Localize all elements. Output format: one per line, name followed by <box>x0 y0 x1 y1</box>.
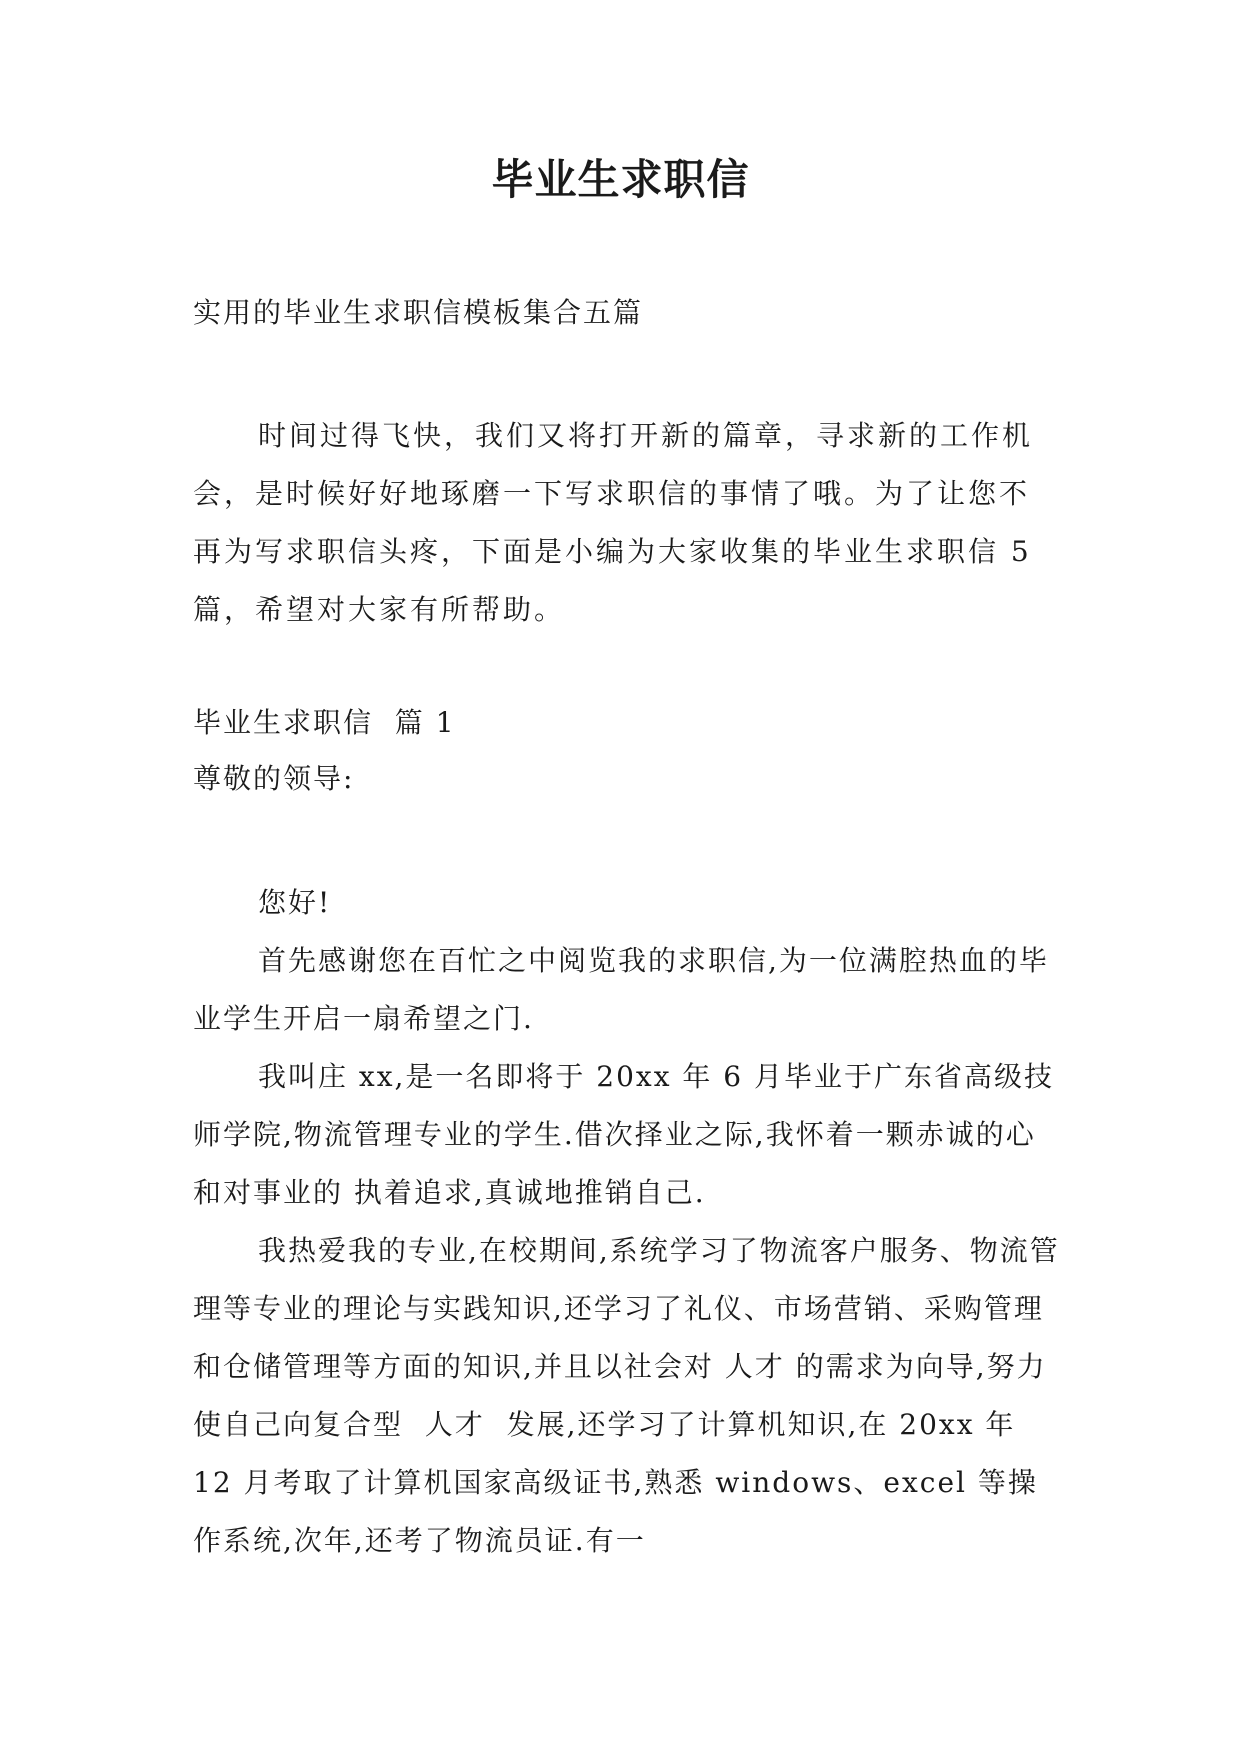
document-title: 毕业生求职信 <box>491 155 750 204</box>
body-paragraph: 首先感谢您在百忙之中阅览我的求职信,为一位满腔热血的毕业学生开启一扇希望之门. <box>193 944 1049 1035</box>
salutation: 尊敬的领导: <box>193 762 355 795</box>
body-paragraph: 我叫庄 xx,是一名即将于 20xx 年 6 月毕业于广东省高级技师学院,物流管理专业的学生.借次择业之际,我怀着一颗赤诚的心和对事业的 执着追求,真诚地推销自己. <box>193 1060 1055 1209</box>
intro-paragraph: 时间过得飞快，我们又将打开新的篇章，寻求新的工作机会，是时候好好地琢磨一下写求职信的事情了哦。为了让您不再为写求职信头疼，下面是小编为大家收集的毕业生求职信 5 篇，希望对大家有所帮助。 <box>193 419 1034 626</box>
section-heading: 毕业生求职信 篇 1 <box>193 706 456 739</box>
document-subtitle: 实用的毕业生求职信模板集合五篇 <box>193 296 644 329</box>
body-paragraph: 我热爱我的专业,在校期间,系统学习了物流客户服务、物流管理等专业的理论与实践知识,还学习了礼仪、市场营销、采购管理和仓储管理等方面的知识,并且以社会对 人才 的需求为向导,努力使自己向复合型 人才 发展,还学习了计算机知识,在 20xx 年 12 月考取了计算机国家高级证书,熟悉 windows、excel 等操作系统,次年,还考了物流员证.有一 <box>193 1234 1060 1557</box>
letter-body <box>193 874 1061 1570</box>
greeting-paragraph: 您好! <box>258 886 332 919</box>
